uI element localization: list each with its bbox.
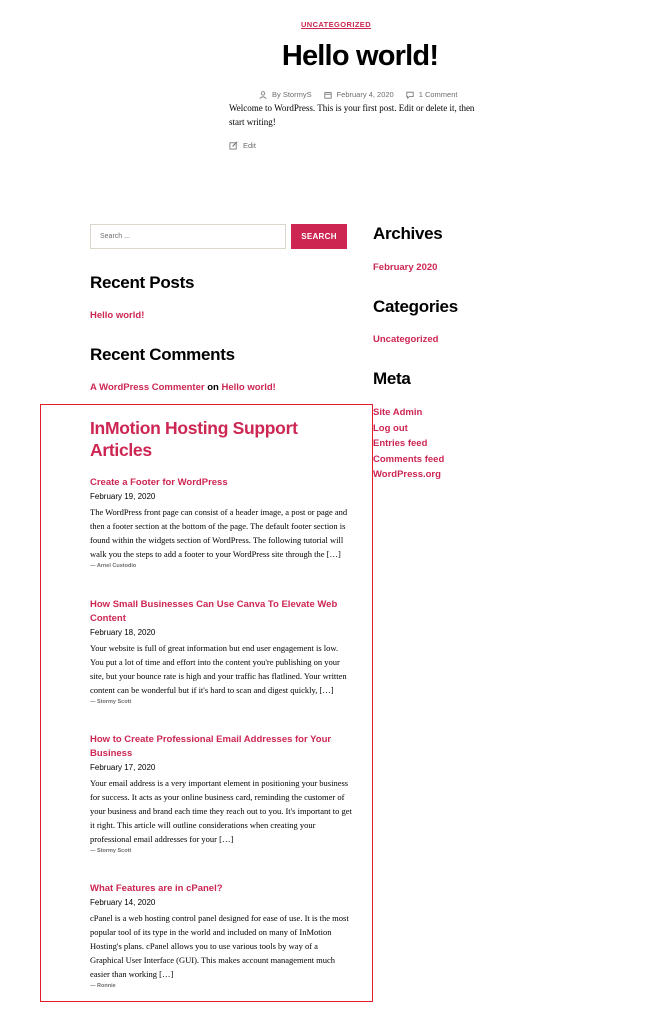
post-body: Welcome to WordPress. This is your first post. Edit or delete it, then start writing!	[229, 103, 475, 127]
search-input[interactable]	[90, 224, 286, 249]
meta-site-admin-link[interactable]: Site Admin	[373, 407, 423, 418]
post-title: Hello world!	[281, 40, 439, 72]
support-article	[90, 598, 352, 705]
post-comments-link[interactable]: 1 Comment	[418, 90, 458, 99]
meta-log-out-link[interactable]: Log out	[373, 422, 408, 434]
edit-link[interactable]	[229, 141, 256, 150]
post-date-link[interactable]: February 4, 2020	[336, 90, 394, 99]
recent-post-link[interactable]: Hello world!	[90, 310, 145, 321]
recent-comment-item	[90, 382, 276, 393]
support-articles-heading: InMotion Hosting Support Articles	[90, 418, 298, 460]
recent-posts-heading: Recent Posts	[90, 273, 195, 292]
article-date: February 19, 2020	[90, 492, 156, 501]
meta-wordpress-org-link[interactable]: WordPress.org	[373, 469, 441, 480]
article-excerpt: Your email address is a very important element in positioning your business for success. It acts as your online business card, reminding the customer of your business and brand each time they reach out to you. It's important to get it right. This article will outline considerations when creating your professional email addresses for your […]	[90, 778, 352, 844]
recent-comments-heading: Recent Comments	[90, 345, 235, 364]
comment-on-word: on	[207, 382, 219, 393]
article-title-link[interactable]: Create a Footer for WordPress	[90, 477, 228, 488]
edit-label: Edit	[243, 141, 256, 150]
calendar-icon	[324, 91, 332, 99]
article-author: — Arnel Custodio	[90, 563, 137, 569]
edit-icon	[229, 141, 238, 150]
search-button[interactable]: SEARCH	[291, 224, 347, 249]
comment-post-link[interactable]: Hello world!	[221, 382, 276, 393]
meta-comments-feed-link[interactable]: Comments feed	[373, 453, 445, 465]
meta-list	[373, 405, 444, 483]
comment-icon	[406, 91, 414, 99]
commenter-link[interactable]: A WordPress Commenter	[90, 382, 205, 393]
article-title-link[interactable]: How to Create Professional Email Addresses for Your Business	[90, 734, 332, 759]
post-date	[324, 90, 394, 99]
support-article	[90, 733, 352, 854]
article-title-link[interactable]: How Small Businesses Can Use Canva To Elevate Web Content	[90, 599, 338, 624]
meta-entries-feed-link[interactable]: Entries feed	[373, 438, 428, 449]
post-author-link[interactable]: By StormyS	[272, 90, 312, 99]
article-date: February 18, 2020	[90, 628, 156, 637]
article-author: — Stormy Scott	[90, 848, 132, 854]
categories-heading: Categories	[373, 297, 458, 316]
article-excerpt: Your website is full of great information but end user engagement is low. You put a lot of time and effort into the content you're publishing on your site, but your bounce rate is high and your traffic has flatlined. Your written content can be wonderful but if it's hard to scan and digest quickly, […]	[90, 643, 347, 695]
support-article	[90, 882, 352, 989]
article-author: — Ronnie	[90, 983, 116, 989]
post-author	[259, 90, 312, 99]
support-article	[90, 476, 352, 569]
post-comments	[406, 90, 458, 99]
article-title-link[interactable]: What Features are in cPanel?	[90, 883, 223, 894]
article-date: February 14, 2020	[90, 898, 156, 907]
article-author: — Stormy Scott	[90, 699, 132, 705]
category-link[interactable]: Uncategorized	[373, 334, 439, 345]
post-meta	[259, 90, 469, 99]
user-icon	[259, 91, 267, 99]
meta-heading: Meta	[373, 369, 411, 388]
archives-heading: Archives	[373, 224, 443, 243]
post-category-link[interactable]: UNCATEGORIZED	[300, 20, 372, 29]
article-excerpt: The WordPress front page can consist of a header image, a post or page and then a footer section at the bottom of the page. The default footer section is found within the widgets section of WordPress. The following tutorial will walk you the steps to add a footer to your WordPress site through the […]	[90, 507, 348, 559]
archive-link[interactable]: February 2020	[373, 262, 438, 273]
search-placeholder: Search ...	[100, 233, 130, 240]
article-excerpt: cPanel is a web hosting control panel designed for ease of use. It is the most popular tool of its type in the world and included on many of InMotion Hosting's plans. cPanel allows you to use various tools by way of a Graphical User Interface (GUI). This makes account management much easier than working […]	[90, 913, 349, 979]
article-date: February 17, 2020	[90, 763, 156, 772]
